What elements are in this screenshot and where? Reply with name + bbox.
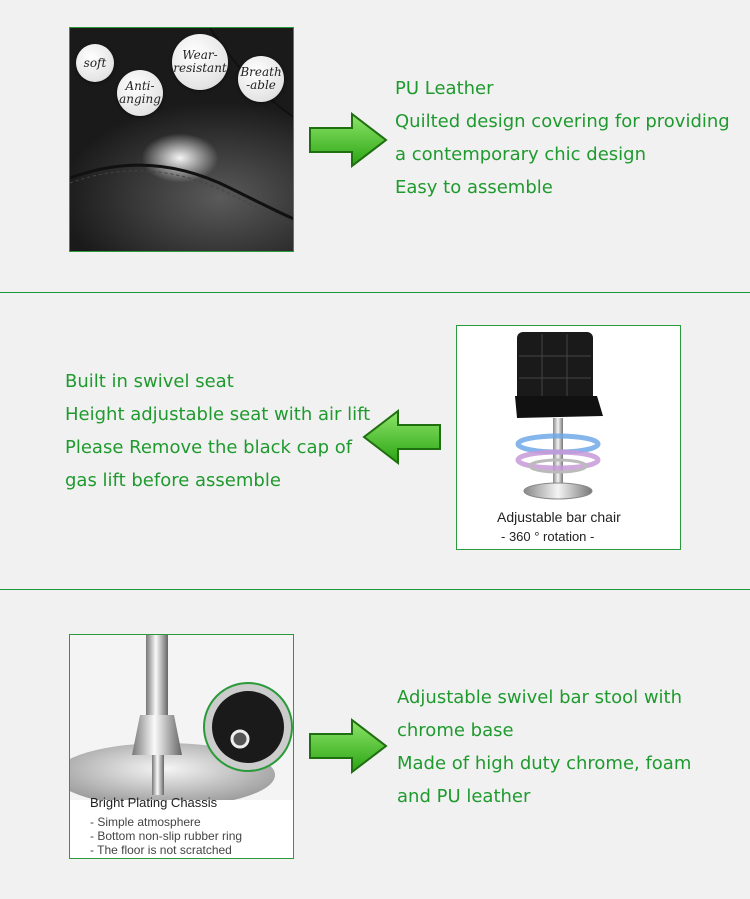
- chassis-caption-item: - The floor is not scratched: [90, 843, 232, 857]
- feature-item: Adjustable swivel bar stool with: [397, 687, 683, 708]
- feature-item: a contemporary chic design: [395, 144, 647, 165]
- chassis-caption-item: - Bottom non-slip rubber ring: [90, 829, 243, 843]
- bubble-breathable: Breath -able: [238, 56, 284, 102]
- feature-item: Quilted design covering for providing: [395, 111, 730, 132]
- swivel-feature-list: [65, 365, 370, 497]
- right-arrow-icon: [308, 718, 388, 774]
- leather-photo: [69, 27, 294, 252]
- bar-chair-photo: [456, 325, 681, 550]
- section-leather: [0, 0, 750, 292]
- right-arrow-icon: [308, 112, 388, 168]
- bar-chair-illustration: [457, 326, 680, 516]
- chair-caption-title: Adjustable bar chair: [497, 509, 621, 525]
- chrome-base-photo: [69, 634, 294, 859]
- feature-item: gas lift before assemble: [65, 470, 281, 491]
- leather-feature-list: [395, 72, 730, 204]
- feature-item: and PU leather: [397, 786, 531, 807]
- feature-item: Height adjustable seat with air lift: [65, 404, 371, 425]
- chrome-base-illustration: [70, 635, 293, 800]
- bubble-soft: soft: [76, 44, 114, 82]
- chrome-feature-list: [397, 681, 691, 813]
- chair-caption-rotation: - 360 ° rotation -: [501, 529, 595, 544]
- feature-item: PU Leather: [395, 78, 494, 99]
- chassis-caption-title: Bright Plating Chassis: [90, 795, 218, 810]
- bubble-anti-anging: Anti- anging: [117, 70, 163, 116]
- feature-item: Made of high duty chrome, foam: [397, 753, 692, 774]
- section-swivel: [0, 293, 750, 589]
- section-chrome-base: [0, 590, 750, 899]
- chassis-caption-list: [90, 815, 242, 857]
- feature-item: chrome base: [397, 720, 514, 741]
- feature-item: Please Remove the black cap of: [65, 437, 353, 458]
- bubble-wear-resistant: Wear- resistant: [172, 34, 228, 90]
- chassis-caption-item: - Simple atmosphere: [90, 815, 201, 829]
- feature-item: Easy to assemble: [395, 177, 553, 198]
- left-arrow-icon: [362, 409, 442, 465]
- feature-item: Built in swivel seat: [65, 371, 234, 392]
